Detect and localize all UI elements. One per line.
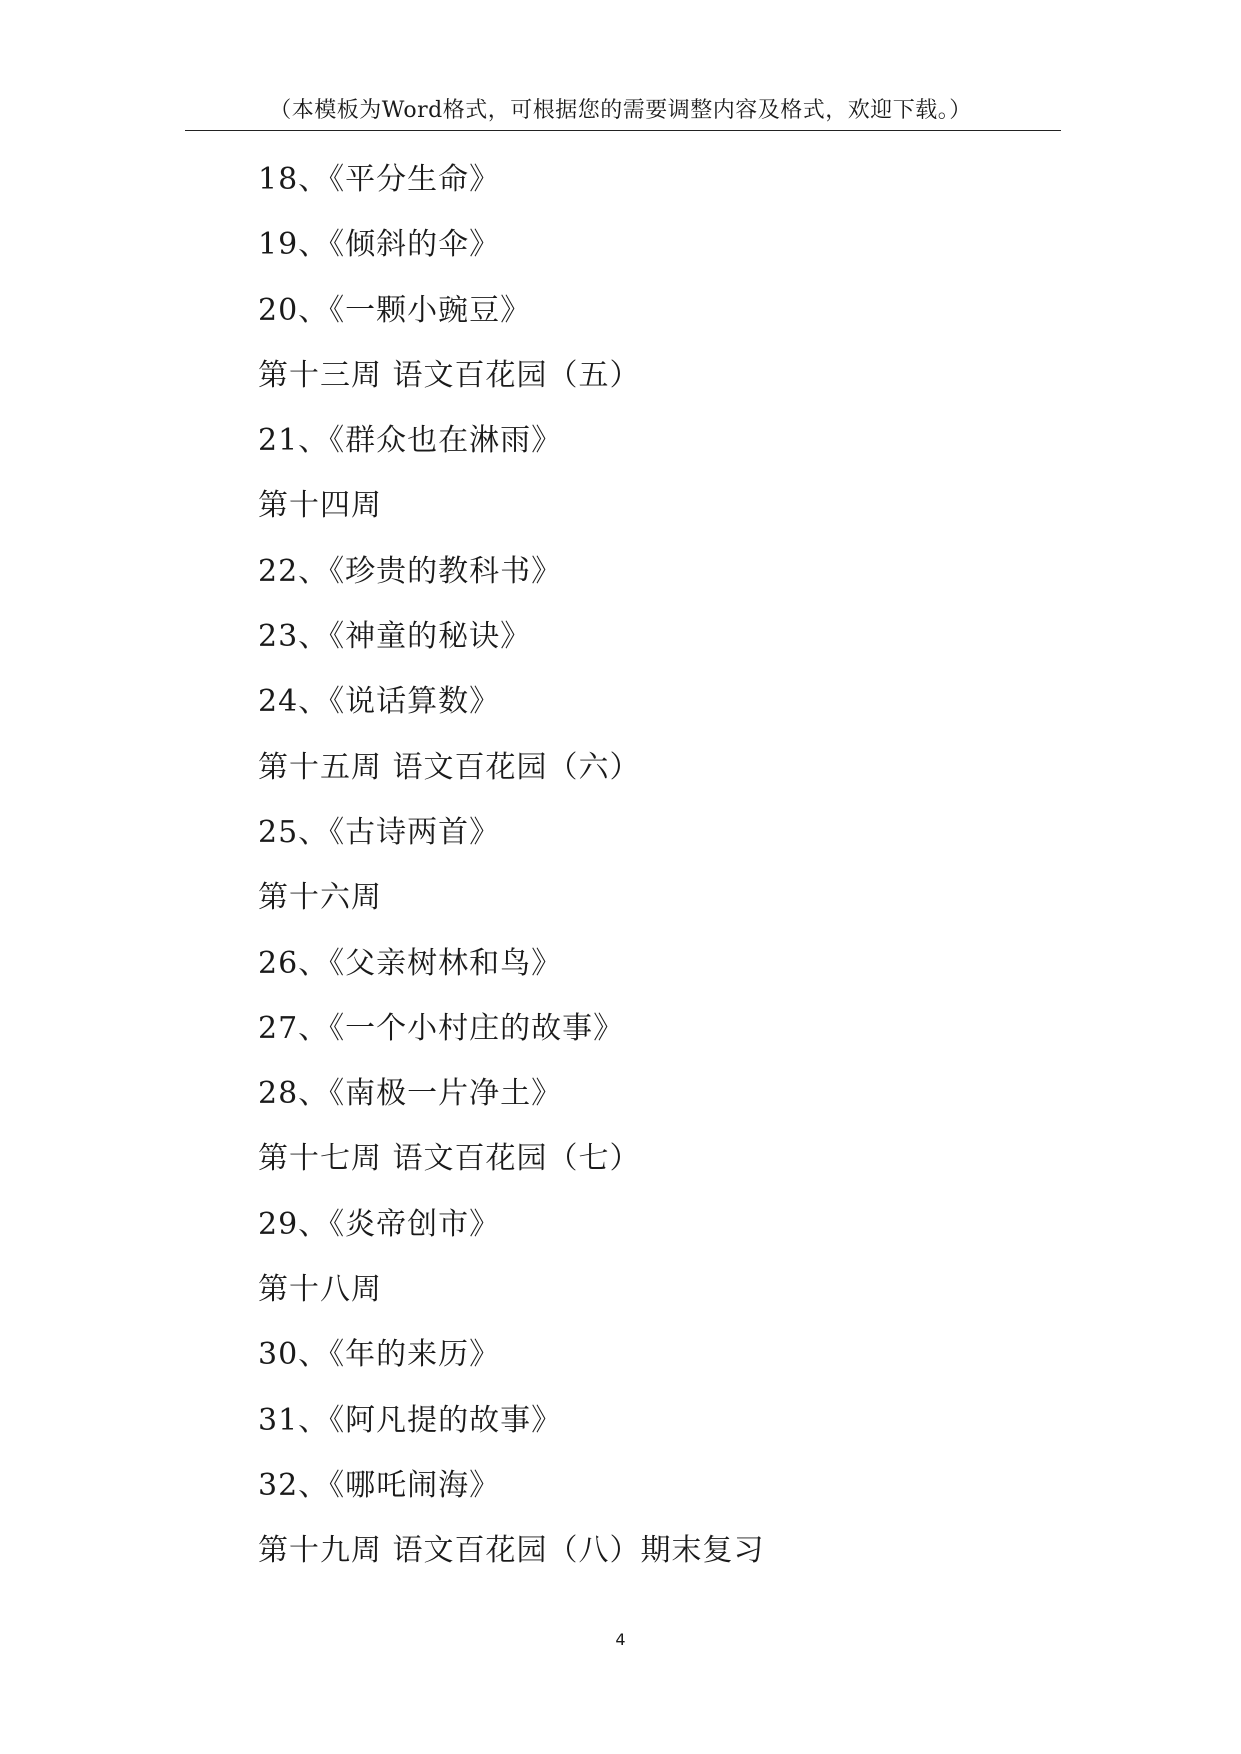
syllabus-line: 23、《神童的秘诀》 <box>258 619 532 655</box>
week-heading: 第十三周 语文百花园（五） <box>258 357 641 393</box>
week-heading: 第十六周 <box>258 880 382 916</box>
syllabus-list <box>258 160 765 1597</box>
week-heading: 第十五周 语文百花园（六） <box>258 749 641 785</box>
header-divider <box>185 130 1061 131</box>
syllabus-line: 19、《倾斜的伞》 <box>258 227 501 263</box>
syllabus-line: 31、《阿凡提的故事》 <box>258 1402 563 1438</box>
syllabus-line: 32、《哪吒闹海》 <box>258 1467 501 1503</box>
week-heading: 第十七周 语文百花园（七） <box>258 1141 641 1177</box>
page-number: 4 <box>615 1630 626 1649</box>
syllabus-line: 24、《说话算数》 <box>258 684 501 720</box>
syllabus-line: 20、《一颗小豌豆》 <box>258 292 532 328</box>
syllabus-line: 30、《年的来历》 <box>258 1337 501 1373</box>
syllabus-line: 27、《一个小村庄的故事》 <box>258 1010 625 1046</box>
syllabus-line: 25、《古诗两首》 <box>258 814 501 850</box>
syllabus-line: 21、《群众也在淋雨》 <box>258 423 563 459</box>
syllabus-line: 22、《珍贵的教科书》 <box>258 553 563 589</box>
week-heading: 第十九周 语文百花园（八）期末复习 <box>258 1533 765 1569</box>
week-heading: 第十四周 <box>258 488 382 524</box>
header-note: （本模板为Word格式，可根据您的需要调整内容及格式，欢迎下载。） <box>269 98 972 123</box>
syllabus-line: 29、《炎帝创市》 <box>258 1206 501 1242</box>
syllabus-line: 28、《南极一片净土》 <box>258 1076 563 1112</box>
syllabus-line: 26、《父亲树林和鸟》 <box>258 945 563 981</box>
syllabus-line: 18、《平分生命》 <box>258 162 501 197</box>
week-heading: 第十八周 <box>258 1272 382 1308</box>
